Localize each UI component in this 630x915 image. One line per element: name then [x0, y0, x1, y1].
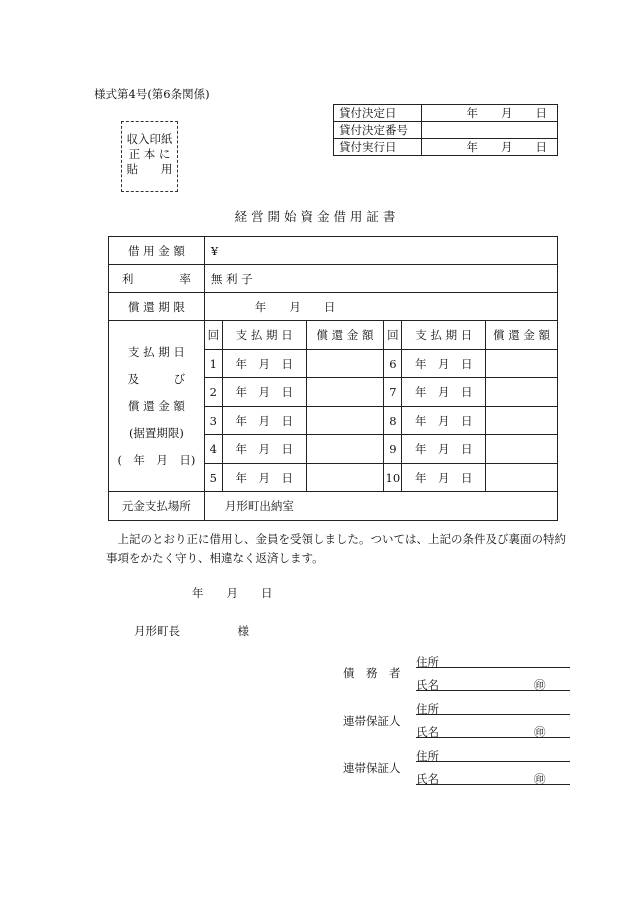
interest-value: 無 利 子 [204, 265, 557, 293]
installment-number: 9 [384, 435, 402, 464]
name-label: 氏名 [416, 772, 439, 786]
signer-role-debtor: 債 務 者 [343, 666, 401, 680]
installment-number: 7 [384, 378, 402, 407]
signer-role-guarantor: 連帯保証人 [343, 761, 401, 775]
amount-row [109, 237, 558, 265]
address-label: 住所 [416, 655, 439, 669]
installment-date[interactable]: 年 月 日 [222, 464, 306, 492]
loan-info-table [333, 104, 558, 156]
installment-amount[interactable] [486, 435, 558, 464]
installment-amount[interactable] [486, 378, 558, 407]
addressee: 月形町長 様 [134, 624, 249, 638]
schedule-label-line: (据置期限) [128, 425, 184, 440]
installment-amount[interactable] [306, 378, 384, 407]
guarantor1-address-field[interactable] [416, 701, 570, 715]
revenue-stamp-box [121, 121, 178, 192]
statement-text: 上記のとおり正に借用し、金員を受領しました。ついては、上記の条件及び裏面の特約事項をかたく守り、相違なく返済します。 [106, 532, 566, 565]
installment-amount[interactable] [306, 350, 384, 378]
stamp-line-3: 貼 用 [126, 162, 173, 176]
loan-decision-date-label: 貸付決定日 [334, 105, 422, 122]
col-header-amount: 償 還 金 額 [486, 321, 558, 350]
signing-date[interactable]: 年 月 日 [192, 586, 273, 600]
installment-amount[interactable] [486, 407, 558, 435]
loan-info-row [334, 122, 558, 139]
col-header-kai: 回 [384, 321, 402, 350]
schedule-label-line: 支 払 期 日 [127, 344, 185, 359]
installment-date[interactable]: 年 月 日 [402, 435, 486, 464]
installment-amount[interactable] [306, 407, 384, 435]
installment-number: 1 [204, 350, 222, 378]
installment-date[interactable]: 年 月 日 [222, 407, 306, 435]
signer-role-guarantor: 連帯保証人 [343, 714, 401, 728]
amount-field[interactable]: ¥ [204, 237, 557, 265]
guarantor1-name-field[interactable] [416, 724, 570, 738]
stamp-line-2: 正 本 に [128, 147, 171, 161]
guarantor2-name-field[interactable] [416, 771, 570, 785]
address-label: 住所 [416, 702, 439, 716]
installment-amount[interactable] [306, 464, 384, 492]
schedule-label-line: 償 還 金 額 [127, 398, 185, 413]
installment-date[interactable]: 年 月 日 [222, 378, 306, 407]
loan-info-row [334, 105, 558, 122]
loan-main-table [108, 236, 558, 521]
installment-amount[interactable] [486, 350, 558, 378]
col-header-date: 支 払 期 日 [222, 321, 306, 350]
seal-mark: ㊞ [534, 772, 546, 786]
interest-row [109, 265, 558, 293]
col-header-amount: 償 還 金 額 [306, 321, 384, 350]
form-number-label: 様式第4号(第6条関係) [94, 87, 210, 101]
installment-number: 6 [384, 350, 402, 378]
schedule-label [109, 321, 205, 492]
payment-place-row [109, 492, 558, 521]
name-label: 氏名 [416, 678, 439, 692]
debtor-address-field[interactable] [416, 654, 570, 668]
debtor-name-field[interactable] [416, 677, 570, 691]
stamp-line-1: 収入印紙 [126, 132, 173, 146]
installment-date[interactable]: 年 月 日 [402, 350, 486, 378]
seal-mark: ㊞ [534, 678, 546, 692]
amount-label: 借 用 金 額 [109, 237, 205, 265]
installment-date[interactable]: 年 月 日 [222, 350, 306, 378]
schedule-label-line: 及 び [127, 371, 186, 386]
interest-label: 利 率 [109, 265, 205, 293]
document-title: 経 営 開 始 資 金 借 用 証 書 [234, 209, 396, 224]
period-row [109, 293, 558, 321]
schedule-header-row [109, 321, 558, 350]
col-header-date: 支 払 期 日 [402, 321, 486, 350]
installment-number: 3 [204, 407, 222, 435]
name-label: 氏名 [416, 725, 439, 739]
loan-decision-number-label: 貸付決定番号 [334, 122, 422, 139]
col-header-kai: 回 [204, 321, 222, 350]
installment-date[interactable]: 年 月 日 [222, 435, 306, 464]
installment-number: 10 [384, 464, 402, 492]
guarantor2-address-field[interactable] [416, 748, 570, 762]
payment-place-value: 月形町出納室 [204, 492, 557, 521]
installment-number: 5 [204, 464, 222, 492]
installment-number: 8 [384, 407, 402, 435]
loan-execution-date-label: 貸付実行日 [334, 139, 422, 156]
installment-date[interactable]: 年 月 日 [402, 407, 486, 435]
period-label: 償 還 期 限 [109, 293, 205, 321]
installment-date[interactable]: 年 月 日 [402, 378, 486, 407]
loan-decision-date-field[interactable]: 年 月 日 [422, 105, 558, 122]
period-field[interactable]: 年 月 日 [204, 293, 557, 321]
installment-number: 2 [204, 378, 222, 407]
loan-decision-number-field[interactable] [422, 122, 558, 139]
schedule-label-line: ( 年 月 日) [117, 452, 196, 467]
payment-place-label: 元金支払場所 [109, 492, 205, 521]
installment-amount[interactable] [306, 435, 384, 464]
loan-execution-date-field[interactable]: 年 月 日 [422, 139, 558, 156]
installment-amount[interactable] [486, 464, 558, 492]
installment-date[interactable]: 年 月 日 [402, 464, 486, 492]
seal-mark: ㊞ [534, 725, 546, 739]
loan-info-row [334, 139, 558, 156]
installment-number: 4 [204, 435, 222, 464]
address-label: 住所 [416, 749, 439, 763]
